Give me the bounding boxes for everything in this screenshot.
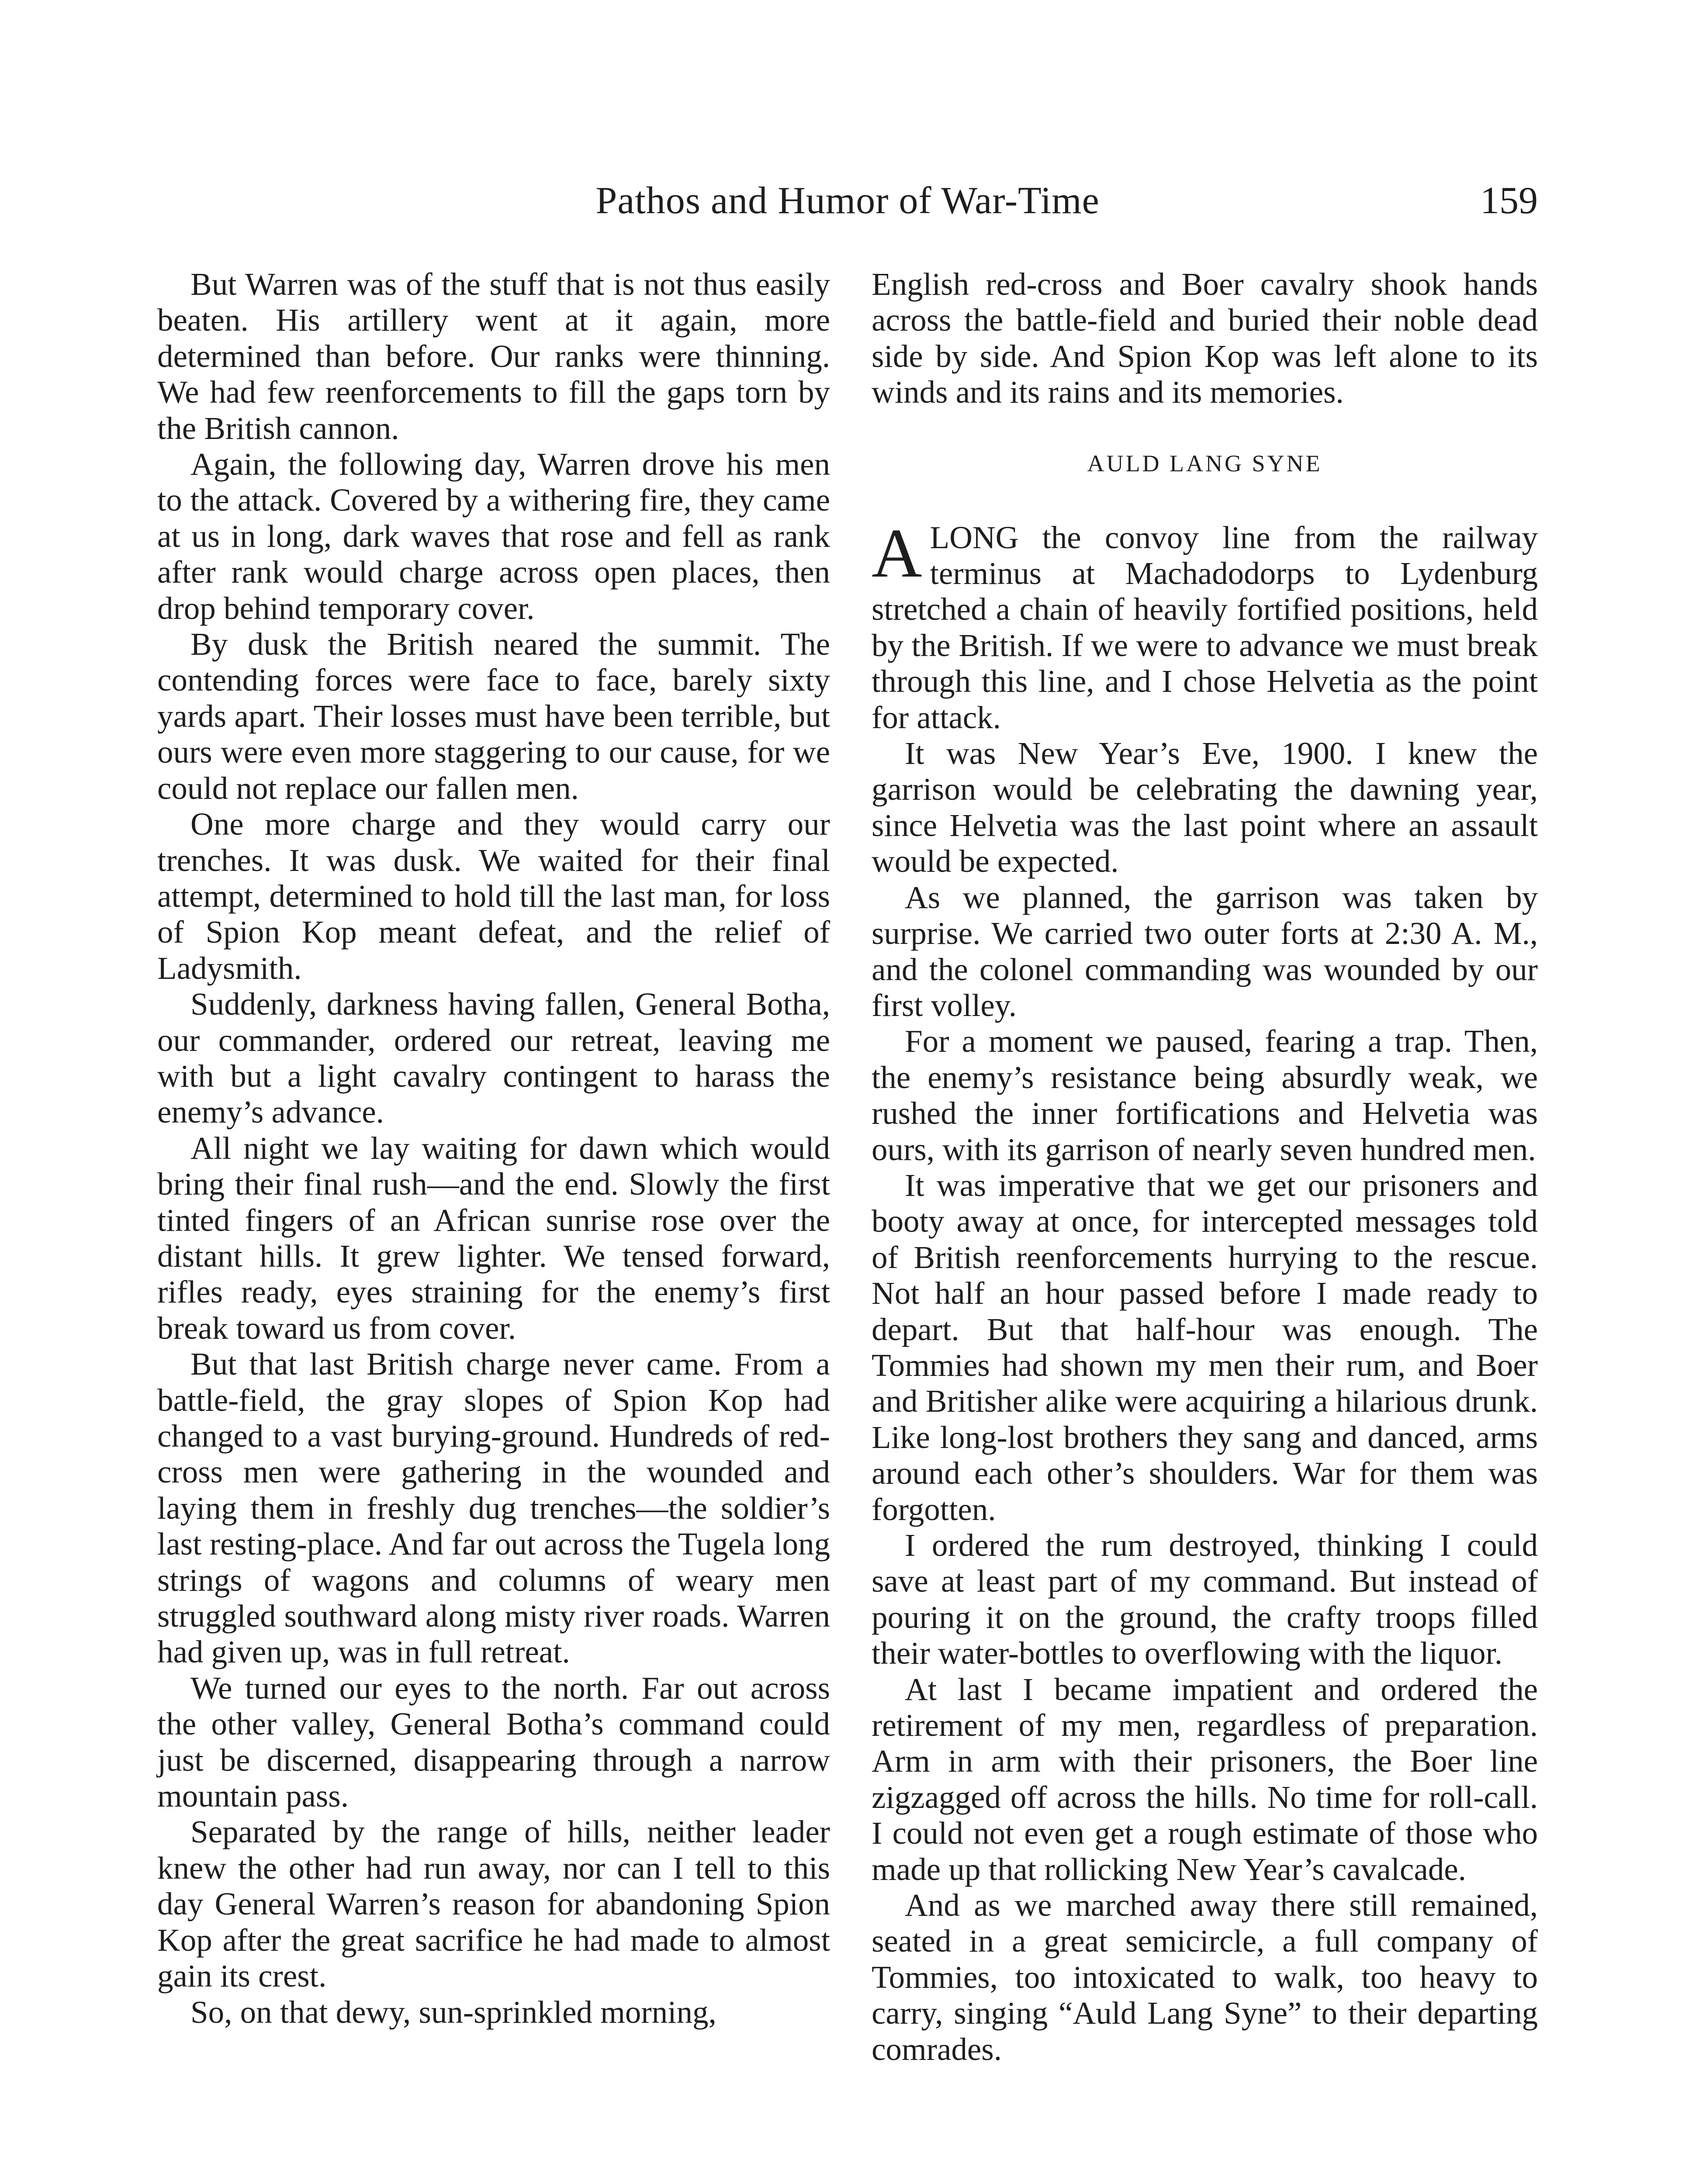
running-head xyxy=(157,175,1538,227)
paragraph: It was New Year’s Eve, 1900. I knew the garrison would be celebrating the dawning year, since Helvetia was the last point where an assault would be expected. xyxy=(872,736,1538,879)
continued-paragraph: English red-cross and Boer cavalry shook hands across the battle-field and buried their noble dead side by side. And Spion Kop was left alone to its winds and its rains and its memories. xyxy=(872,266,1538,410)
paragraph: Separated by the range of hills, neither leader knew the other had run away, nor can I tell to this day General Warren’s reason for abandoning Spion Kop after the great sacrifice he had made to almost gain its crest. xyxy=(157,1814,830,1994)
paragraph: But that last British charge never came. From a battle-field, the gray slopes of Spion Kop had changed to a vast burying-ground. Hundreds of red-cross men were gathering in the wounded and laying them in freshly dug trenches—the soldier’s last resting-place. And far out across the Tugela long strings of wagons and columns of weary men struggled southward along misty river roads. Warren had given up, was in full retreat. xyxy=(157,1346,830,1670)
paragraph: As we planned, the garrison was taken by surprise. We carried two outer forts at 2:30 A. M., and the colonel commanding was wounded by our first volley. xyxy=(872,879,1538,1023)
paragraph: Again, the following day, Warren drove his men to the attack. Covered by a withering fire, they came at us in long, dark waves that rose and fell as rank after rank would charge across open places, then drop behind temporary cover. xyxy=(157,446,830,626)
left-column xyxy=(157,266,830,2030)
running-title: Pathos and Humor of War-Time xyxy=(595,180,1100,222)
paragraph: At last I became impatient and ordered the retirement of my men, regardless of preparation. Arm in arm with their prisoners, the Boer line zigzagged off across the hills. No time for roll-call. I could not even get a rough estimate of those who made up that rollicking New Year’s cavalcade. xyxy=(872,1671,1538,1887)
paragraph: By dusk the British neared the summit. The contending forces were face to face, barely sixty yards apart. Their losses must have been terrible, but ours were even more staggering to our cause, for we could not replace our fallen men. xyxy=(157,626,830,806)
paragraph: For a moment we paused, fearing a trap. Then, the enemy’s resistance being absurdly weak, we rushed the inner fortifications and Helvetia was ours, with its garrison of nearly seven hundred men. xyxy=(872,1023,1538,1167)
paragraph: All night we lay waiting for dawn which would bring their final rush—and the end. Slowly the first tinted fingers of an African sunrise rose over the distant hills. It grew lighter. We tensed forward, rifles ready, eyes straining for the enemy’s first break toward us from cover. xyxy=(157,1130,830,1346)
page-number: 159 xyxy=(1480,180,1538,222)
paragraph: Suddenly, darkness having fallen, General Botha, our commander, ordered our retreat, leaving me with but a light cavalry contingent to harass the enemy’s advance. xyxy=(157,986,830,1130)
paragraph: But Warren was of the stuff that is not thus easily beaten. His artillery went at it again, more determined than before. Our ranks were thinning. We had few reenforcements to fill the gaps torn by the British cannon. xyxy=(157,266,830,446)
paragraph: It was imperative that we get our prisoners and booty away at once, for intercepted messages told of British reenforcements hurrying to the rescue. Not half an hour passed before I made ready to depart. But that half-hour was enough. The Tommies had shown my men their rum, and Boer and Britisher alike were acquiring a hilarious drunk. Like long-lost brothers they sang and danced, arms around each other’s shoulders. War for them was forgotten. xyxy=(872,1167,1538,1527)
paragraph: So, on that dewy, sun-sprinkled morning, xyxy=(190,1994,716,2030)
paragraph: I ordered the rum destroyed, thinking I could save at least part of my command. But instead of pouring it on the ground, the crafty troops filled their water-bottles to overflowing with the liquor. xyxy=(872,1527,1538,1671)
paragraph: And as we marched away there still remained, seated in a great semicircle, a full company of Tommies, too intoxicated to walk, too heavy to carry, singing “Auld Lang Syne” to their departing comrades. xyxy=(872,1887,1538,2067)
right-column xyxy=(872,266,1538,2067)
opening-text: the convoy line from the railway terminus at Machadodorps to Lydenburg stretched a chain of heavily fortified positions, held by the British. If we were to advance we must break through this line, and I chose Helvetia as the point for attack. xyxy=(872,519,1538,735)
paragraph: One more charge and they would carry our trenches. It was dusk. We waited for their final attempt, determined to hold till the last man, for loss of Spion Kop meant defeat, and the relief of Ladysmith. xyxy=(157,806,830,986)
section-heading: AULD LANG SYNE xyxy=(1087,450,1322,477)
drop-cap: A xyxy=(872,514,922,592)
lead-word: LONG xyxy=(930,519,1019,555)
paragraph: We turned our eyes to the north. Far out across the other valley, General Botha’s command could just be discerned, disappearing through a narrow mountain pass. xyxy=(157,1670,830,1814)
opening-paragraph xyxy=(872,514,1538,736)
